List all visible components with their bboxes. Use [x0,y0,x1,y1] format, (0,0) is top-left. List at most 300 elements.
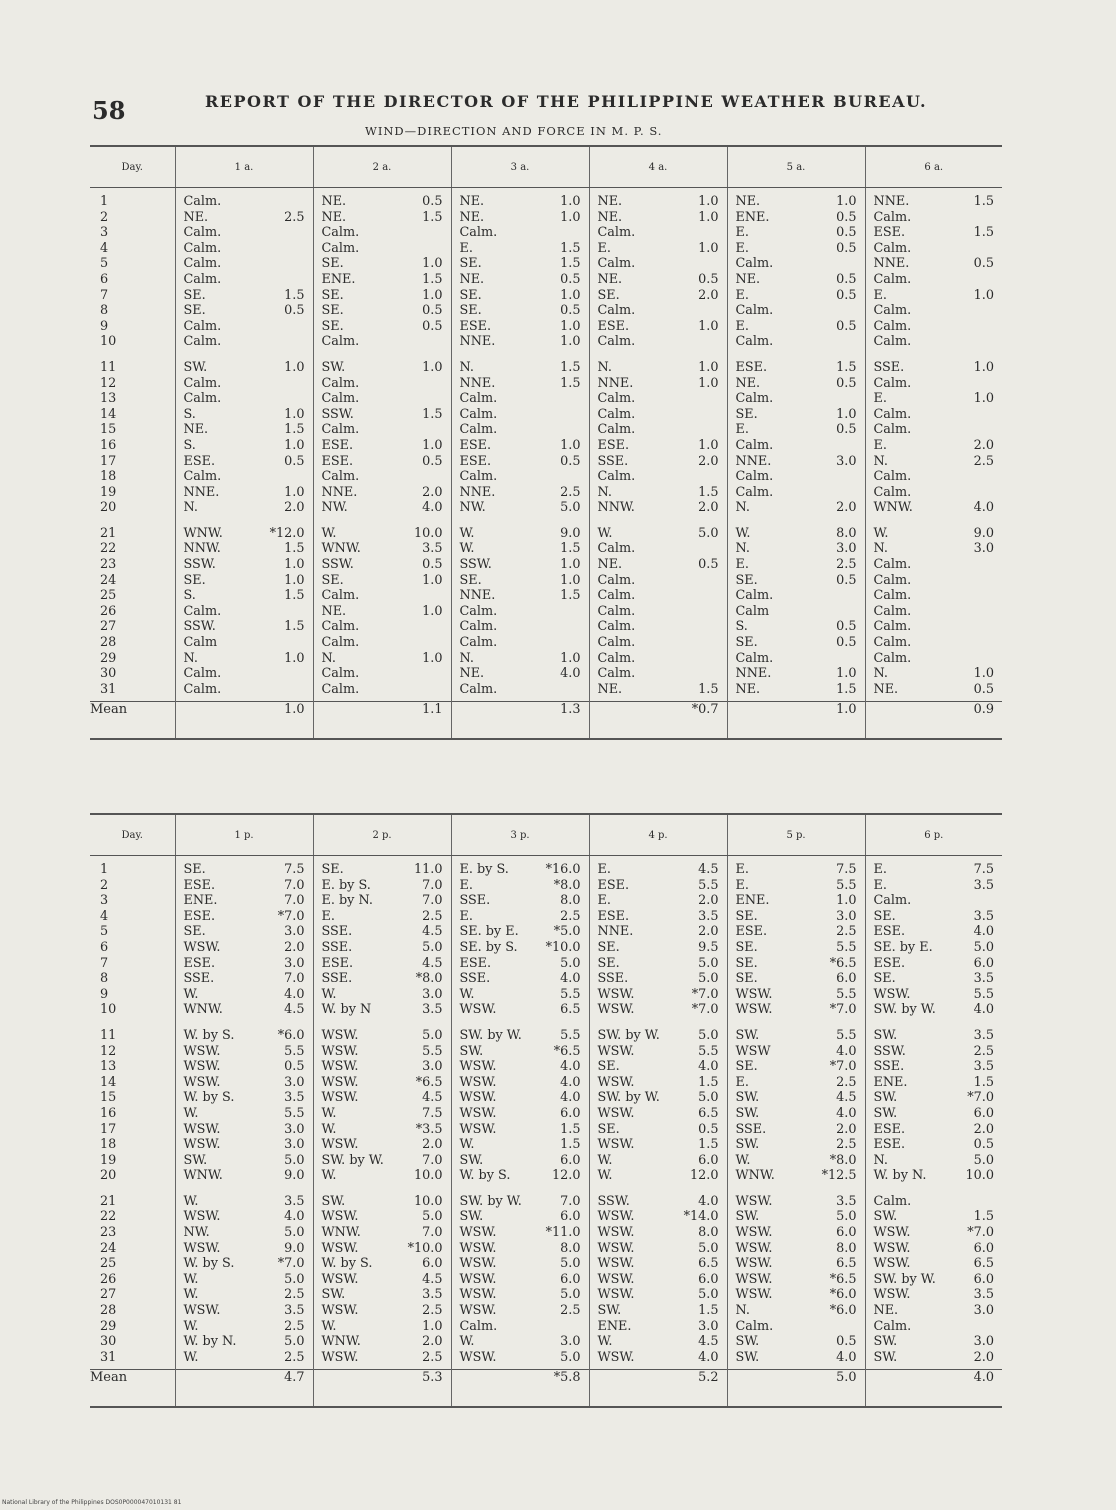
wind-entry [590,557,727,573]
wind-force: 10.0 [965,1168,994,1184]
wind-force: 1.5 [284,619,305,635]
wind-force: 7.5 [284,862,305,877]
wind-entry [176,987,313,1003]
wind-entry [728,971,865,987]
wind-direction: W. by S. [459,1168,511,1184]
wind-force: 3.5 [284,1090,305,1106]
wind-direction: WSW. [459,1349,497,1365]
wind-force: 6.0 [560,1209,581,1225]
wind-entry [452,319,589,335]
wind-force: 7.0 [422,1225,443,1241]
wind-entry [452,651,589,667]
wind-entry [590,1122,727,1138]
wind-entry [452,604,589,620]
wind-direction: NE. [183,209,209,225]
day-column [90,856,175,1022]
wind-force: 1.0 [560,318,581,334]
wind-entry [452,469,589,485]
wind-direction: W. [321,1105,337,1121]
wind-direction: Calm. [459,681,498,697]
wind-direction: WSW. [597,1225,635,1241]
wind-direction: WNW. [321,1334,361,1350]
mean-value [865,702,1002,740]
wind-entry [314,987,451,1003]
wind-force: 1.0 [422,650,443,666]
wind-entry [452,454,589,470]
wind-direction: E. [873,877,887,893]
hour-column [451,1188,589,1370]
wind-entry [452,1075,589,1091]
wind-direction: SE. [873,908,896,924]
wind-force: 0.5 [698,557,719,573]
wind-force: 0.5 [836,619,857,635]
wind-entry [176,573,313,589]
wind-entry [176,541,313,557]
wind-entry [728,541,865,557]
mean-value [865,1370,1002,1408]
wind-entry [314,1334,451,1350]
wind-entry [314,438,451,454]
wind-direction: ESE. [735,924,768,940]
wind-entry [314,288,451,304]
wind-entry [590,1350,727,1366]
wind-direction: SW. [459,1152,484,1168]
day-number: 12 [100,375,117,391]
wind-direction: NW. [321,500,348,516]
wind-entry [314,940,451,956]
day-column [90,520,175,702]
wind-force: 8.0 [836,525,857,541]
wind-entry [314,956,451,972]
wind-force: 10.0 [414,1193,443,1209]
wind-direction: Calm. [183,240,222,256]
hour-column [727,1022,865,1188]
wind-direction: NNE. [735,453,772,469]
wind-entry [314,1002,451,1018]
wind-entry [452,1090,589,1106]
hour-column [727,1188,865,1370]
wind-direction: N. [873,1152,888,1168]
wind-force: 7.0 [422,877,443,893]
wind-force: 5.0 [698,1027,719,1043]
wind-entry [314,210,451,226]
wind-force: 0.5 [422,303,443,319]
wind-direction: SW. by W. [597,1027,660,1043]
wind-entry [728,1153,865,1169]
wind-entry [314,500,451,516]
wind-force: 3.0 [973,1334,994,1350]
wind-entry [314,635,451,651]
wind-entry [452,391,589,407]
wind-entry [866,666,1003,682]
wind-entry [452,1303,589,1319]
wind-entry [728,956,865,972]
wind-direction: WSW. [735,1271,773,1287]
wind-entry [590,1334,727,1350]
wind-force: 4.0 [284,986,305,1002]
wind-entry [452,971,589,987]
wind-force: 0.5 [836,375,857,391]
mean-force: 4.0 [973,1370,994,1386]
wind-direction: WSW. [321,1043,359,1059]
wind-entry [728,500,865,516]
wind-force: 1.0 [284,557,305,573]
wind-force: 3.5 [973,971,994,987]
mean-row [90,1370,1002,1408]
wind-entry [728,1272,865,1288]
wind-direction: WSW. [183,1303,221,1319]
pm-header [90,814,1002,856]
wind-entry [452,376,589,392]
am-body [90,188,1002,740]
wind-entry [590,500,727,516]
wind-entry [176,303,313,319]
wind-direction: NNE. [459,375,496,391]
wind-entry [314,878,451,894]
wind-direction: ENE. [183,893,218,909]
wind-entry [590,682,727,698]
wind-direction: Calm. [735,1318,774,1334]
mean-value [313,1370,451,1408]
wind-force: 6.5 [698,1105,719,1121]
wind-entry [176,924,313,940]
wind-direction: Calm. [459,1318,498,1334]
day-number: 22 [100,541,117,557]
wind-entry [176,485,313,501]
wind-direction: WNW. [183,1002,223,1018]
wind-direction: NE. [597,681,623,697]
hour-header: 3 p. [451,814,589,856]
wind-direction: WNW. [183,1168,223,1184]
wind-direction: WSW. [183,1059,221,1075]
wind-direction: WSW. [459,1121,497,1137]
wind-entry [728,862,865,878]
day-number: 28 [100,1303,117,1319]
wind-direction: NNW. [183,541,221,557]
wind-force: 6.0 [422,1256,443,1272]
wind-direction: E. [873,287,887,303]
wind-force: 7.0 [422,893,443,909]
wind-direction: SE. [459,287,482,303]
hour-column [589,188,727,354]
wind-direction: Calm. [873,603,912,619]
wind-direction: WNW. [735,1168,775,1184]
wind-force: 1.0 [284,406,305,422]
wind-direction: NE. [321,209,347,225]
wind-direction: WSW. [873,1225,911,1241]
wind-entry [728,651,865,667]
wind-entry [314,588,451,604]
wind-force: 4.0 [698,1059,719,1075]
wind-force: 0.5 [698,271,719,287]
wind-direction: W. [597,525,613,541]
wind-entry [176,1287,313,1303]
wind-entry [728,438,865,454]
wind-force: 2.0 [698,500,719,516]
wind-entry [728,557,865,573]
wind-entry [728,485,865,501]
wind-force: 1.0 [560,650,581,666]
wind-force: 7.0 [284,877,305,893]
wind-entry [590,1028,727,1044]
day-number: 24 [100,1240,117,1256]
wind-entry [176,422,313,438]
wind-entry [452,573,589,589]
wind-direction: ESE. [873,1121,906,1137]
wind-direction: Calm. [873,318,912,334]
wind-entry [866,682,1003,698]
wind-direction: ENE. [321,271,356,287]
wind-force: 9.0 [560,525,581,541]
wind-direction: WSW. [735,1256,773,1272]
wind-direction: Calm. [183,469,222,485]
wind-direction: WNW. [321,1225,361,1241]
wind-force: 0.5 [973,681,994,697]
wind-force: 2.5 [284,209,305,225]
wind-entry [452,210,589,226]
wind-entry [728,454,865,470]
wind-force: 5.0 [698,1240,719,1256]
wind-direction: WSW. [597,1256,635,1272]
wind-direction: Calm. [597,666,636,682]
hour-column [175,520,313,702]
wind-force: 5.0 [422,1027,443,1043]
wind-direction: E. by N. [321,893,373,909]
wind-force: 7.0 [284,971,305,987]
wind-force: 2.5 [284,1287,305,1303]
wind-direction: W. by S. [183,1027,235,1043]
wind-force: 4.0 [284,1209,305,1225]
wind-direction: SE. [321,318,344,334]
wind-force: 6.0 [973,1105,994,1121]
wind-entry [866,454,1003,470]
wind-force: 3.5 [284,1193,305,1209]
wind-force: 3.5 [698,908,719,924]
wind-force: 3.0 [284,1121,305,1137]
wind-entry [176,1028,313,1044]
wind-force: 6.5 [698,1256,719,1272]
wind-entry [176,1350,313,1366]
wind-force: 1.0 [422,437,443,453]
wind-direction: WSW [735,1043,771,1059]
wind-direction: SE. [597,955,620,971]
wind-entry [314,469,451,485]
wind-direction: NNE. [735,666,772,682]
wind-entry [866,1044,1003,1060]
wind-entry [728,303,865,319]
wind-force: 6.0 [698,1271,719,1287]
day-number: 26 [100,603,117,619]
wind-entry [866,956,1003,972]
wind-direction: Calm. [873,635,912,651]
wind-force: *14.0 [683,1209,719,1225]
wind-force: 6.0 [836,971,857,987]
wind-entry [590,1272,727,1288]
wind-entry [452,1168,589,1184]
wind-direction: WSW. [321,1090,359,1106]
wind-direction: SW. [735,1334,760,1350]
wind-direction: WSW. [321,1240,359,1256]
wind-entry [866,469,1003,485]
wind-force: *7.0 [691,986,719,1002]
wind-direction: ESE. [183,877,216,893]
wind-direction: Calm. [321,240,360,256]
wind-entry [176,438,313,454]
mean-value [727,1370,865,1408]
day-number: 9 [100,318,109,334]
wind-entry [728,940,865,956]
wind-entry [176,241,313,257]
mean-force: *0.7 [691,702,719,718]
wind-direction: NE. [597,209,623,225]
hour-header: 6 a. [865,146,1002,188]
wind-entry [590,940,727,956]
wind-direction: Calm. [873,375,912,391]
header-row [90,814,1002,856]
hour-column [589,520,727,702]
wind-entry [314,1350,451,1366]
day-number: 23 [100,557,117,573]
wind-direction: SW. [735,1209,760,1225]
wind-entry [590,1256,727,1272]
wind-force: 0.5 [422,194,443,209]
day-column [90,1022,175,1188]
wind-direction: Calm. [873,484,912,500]
wind-force: 2.5 [973,453,994,469]
wind-force: 0.5 [836,572,857,588]
wind-force: *5.0 [553,924,581,940]
wind-direction: W. by S. [321,1256,373,1272]
wind-entry [314,391,451,407]
wind-force: 1.0 [422,256,443,272]
wind-direction: SSE. [183,971,215,987]
wind-entry [314,1137,451,1153]
wind-entry [176,909,313,925]
wind-force: 0.5 [836,287,857,303]
wind-force: 1.5 [284,541,305,557]
wind-force: 1.5 [973,1074,994,1090]
wind-entry [728,469,865,485]
wind-entry [452,893,589,909]
wind-direction: SW. by W. [459,1027,522,1043]
wind-force: *8.0 [415,971,443,987]
wind-direction: E. [597,240,611,256]
wind-force: 1.0 [973,391,994,407]
wind-force: *12.0 [269,525,305,541]
wind-direction: NE. [459,209,485,225]
hour-column [865,1022,1002,1188]
wind-entry [866,1059,1003,1075]
wind-force: 3.5 [973,908,994,924]
wind-entry [314,422,451,438]
wind-force: 6.0 [973,1240,994,1256]
wind-entry [314,682,451,698]
wind-entry [590,319,727,335]
hour-column [313,188,451,354]
wind-entry [866,376,1003,392]
wind-force: 2.5 [422,1303,443,1319]
wind-force: 7.0 [560,1193,581,1209]
day-block [90,188,1002,354]
wind-entry [590,909,727,925]
wind-direction: NNE. [597,924,634,940]
wind-direction: NE. [873,681,899,697]
wind-entry [728,1028,865,1044]
wind-direction: SE. by E. [873,939,933,955]
wind-direction: SW. [183,1152,208,1168]
wind-force: 1.5 [698,484,719,500]
wind-force: 1.5 [698,681,719,697]
wind-entry [176,360,313,376]
wind-entry [452,272,589,288]
wind-entry [866,241,1003,257]
wind-entry [590,651,727,667]
wind-entry [452,1256,589,1272]
wind-direction: N. [597,484,612,500]
wind-force: 1.5 [560,256,581,272]
wind-entry [866,1153,1003,1169]
wind-force: 1.0 [422,1318,443,1334]
wind-force: 8.0 [698,1225,719,1241]
wind-entry [176,1319,313,1335]
wind-direction: Calm. [321,334,360,350]
wind-force: 1.0 [284,437,305,453]
wind-direction: E. by S. [321,877,371,893]
wind-entry [452,1106,589,1122]
wind-force: 0.5 [284,1059,305,1075]
wind-direction: E. [321,908,335,924]
wind-direction: WSW. [183,1074,221,1090]
wind-entry [866,651,1003,667]
wind-direction: WSW. [735,986,773,1002]
wind-direction: SE. by S. [459,939,518,955]
day-column [90,354,175,520]
wind-direction: SW. [873,1334,898,1350]
wind-entry [452,1059,589,1075]
wind-force: 5.0 [284,1271,305,1287]
wind-entry [176,1194,313,1210]
table-title: WIND—DIRECTION AND FORCE IN M. P. S. [365,124,663,138]
wind-force: *6.5 [553,1043,581,1059]
wind-entry [866,1122,1003,1138]
mean-value [727,702,865,740]
wind-entry [314,909,451,925]
wind-direction: Calm. [873,1318,912,1334]
wind-force: 5.0 [560,1349,581,1365]
wind-direction: NE. [735,375,761,391]
wind-force: 2.5 [836,557,857,573]
wind-entry [728,893,865,909]
wind-force: 5.0 [698,1287,719,1303]
wind-direction: WSW. [459,1287,497,1303]
wind-direction: WSW. [459,1090,497,1106]
wind-direction: SE. [735,1059,758,1075]
wind-direction: WNW. [873,500,913,516]
day-number: 28 [100,635,117,651]
wind-entry [590,407,727,423]
day-number: 31 [100,681,117,697]
wind-force: 5.5 [284,1105,305,1121]
wind-entry [176,604,313,620]
wind-direction: ESE. [873,1137,906,1153]
hour-column [589,856,727,1022]
wind-direction: SE. [735,971,758,987]
wind-entry [728,210,865,226]
day-block [90,1188,1002,1370]
wind-entry [866,635,1003,651]
wind-entry [314,1287,451,1303]
wind-direction: W. [183,1105,199,1121]
